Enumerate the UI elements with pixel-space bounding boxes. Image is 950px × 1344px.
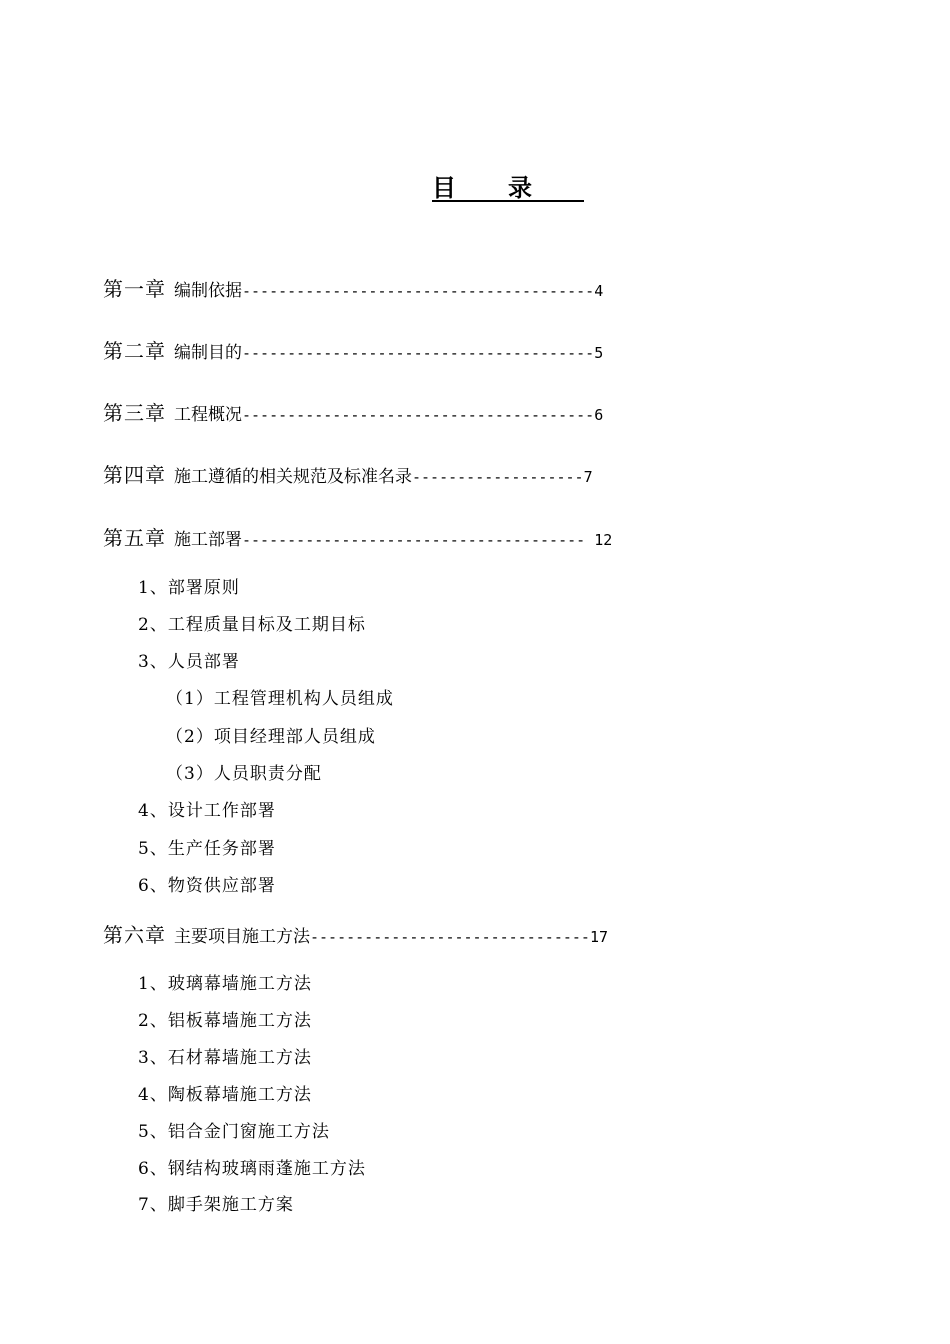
toc-chapter-4[interactable] bbox=[103, 463, 593, 489]
toc-chapter-6[interactable] bbox=[103, 923, 608, 949]
toc-chapter-5[interactable] bbox=[103, 526, 612, 552]
dot-leader: ------------------------------- bbox=[310, 928, 590, 946]
toc-subitem[interactable]: （2）项目经理部人员组成 bbox=[166, 727, 376, 747]
chapter-label: 第一章 bbox=[103, 277, 166, 301]
chapter-page-number: 4 bbox=[594, 282, 604, 300]
toc-item[interactable]: 5、生产任务部署 bbox=[138, 839, 276, 859]
chapter-page-number: 6 bbox=[594, 406, 604, 424]
toc-item[interactable]: 3、石材幕墙施工方法 bbox=[138, 1048, 312, 1068]
chapter-name: 编制依据 bbox=[174, 281, 242, 301]
toc-title-text: 目录 bbox=[432, 174, 584, 202]
chapter-name: 编制目的 bbox=[174, 343, 242, 363]
toc-item[interactable]: 4、设计工作部署 bbox=[138, 801, 276, 821]
toc-item[interactable]: 1、部署原则 bbox=[138, 578, 240, 598]
chapter-label: 第六章 bbox=[103, 923, 166, 947]
chapter-name: 施工部署 bbox=[174, 530, 242, 550]
toc-item[interactable]: 2、工程质量目标及工期目标 bbox=[138, 615, 366, 635]
chapter-page-number: 5 bbox=[594, 344, 604, 362]
chapter-label: 第四章 bbox=[103, 463, 166, 487]
toc-chapter-1[interactable] bbox=[103, 277, 603, 303]
dot-leader: -------------------------------------- bbox=[242, 531, 595, 549]
dot-leader: --------------------------------------- bbox=[242, 282, 595, 300]
toc-title bbox=[0, 172, 950, 204]
dot-leader: --------------------------------------- bbox=[242, 344, 595, 362]
chapter-name: 工程概况 bbox=[174, 405, 242, 425]
chapter-name: 主要项目施工方法 bbox=[174, 927, 310, 947]
toc-chapter-2[interactable] bbox=[103, 339, 603, 365]
chapter-label: 第二章 bbox=[103, 339, 166, 363]
toc-item[interactable]: 1、玻璃幕墙施工方法 bbox=[138, 974, 312, 994]
toc-chapter-3[interactable] bbox=[103, 401, 603, 427]
dot-leader: --------------------------------------- bbox=[242, 406, 595, 424]
chapter-name: 施工遵循的相关规范及标准名录 bbox=[174, 467, 412, 487]
chapter-label: 第五章 bbox=[103, 526, 166, 550]
toc-item[interactable]: 2、铝板幕墙施工方法 bbox=[138, 1011, 312, 1031]
toc-item[interactable]: 6、钢结构玻璃雨蓬施工方法 bbox=[138, 1159, 366, 1179]
chapter-label: 第三章 bbox=[103, 401, 166, 425]
chapter-page-number: 12 bbox=[594, 531, 613, 549]
chapter-page-number: 17 bbox=[589, 928, 609, 946]
toc-item[interactable]: 4、陶板幕墙施工方法 bbox=[138, 1085, 312, 1105]
toc-item[interactable]: 7、脚手架施工方案 bbox=[138, 1195, 294, 1215]
toc-item[interactable]: 6、物资供应部署 bbox=[138, 876, 276, 896]
toc-item[interactable]: 5、铝合金门窗施工方法 bbox=[138, 1122, 330, 1142]
dot-leader: ------------------- bbox=[412, 468, 584, 486]
toc-subitem[interactable]: （1）工程管理机构人员组成 bbox=[166, 689, 394, 709]
chapter-page-number: 7 bbox=[583, 468, 593, 486]
toc-subitem[interactable]: （3）人员职责分配 bbox=[166, 764, 322, 784]
toc-item[interactable]: 3、人员部署 bbox=[138, 652, 240, 672]
